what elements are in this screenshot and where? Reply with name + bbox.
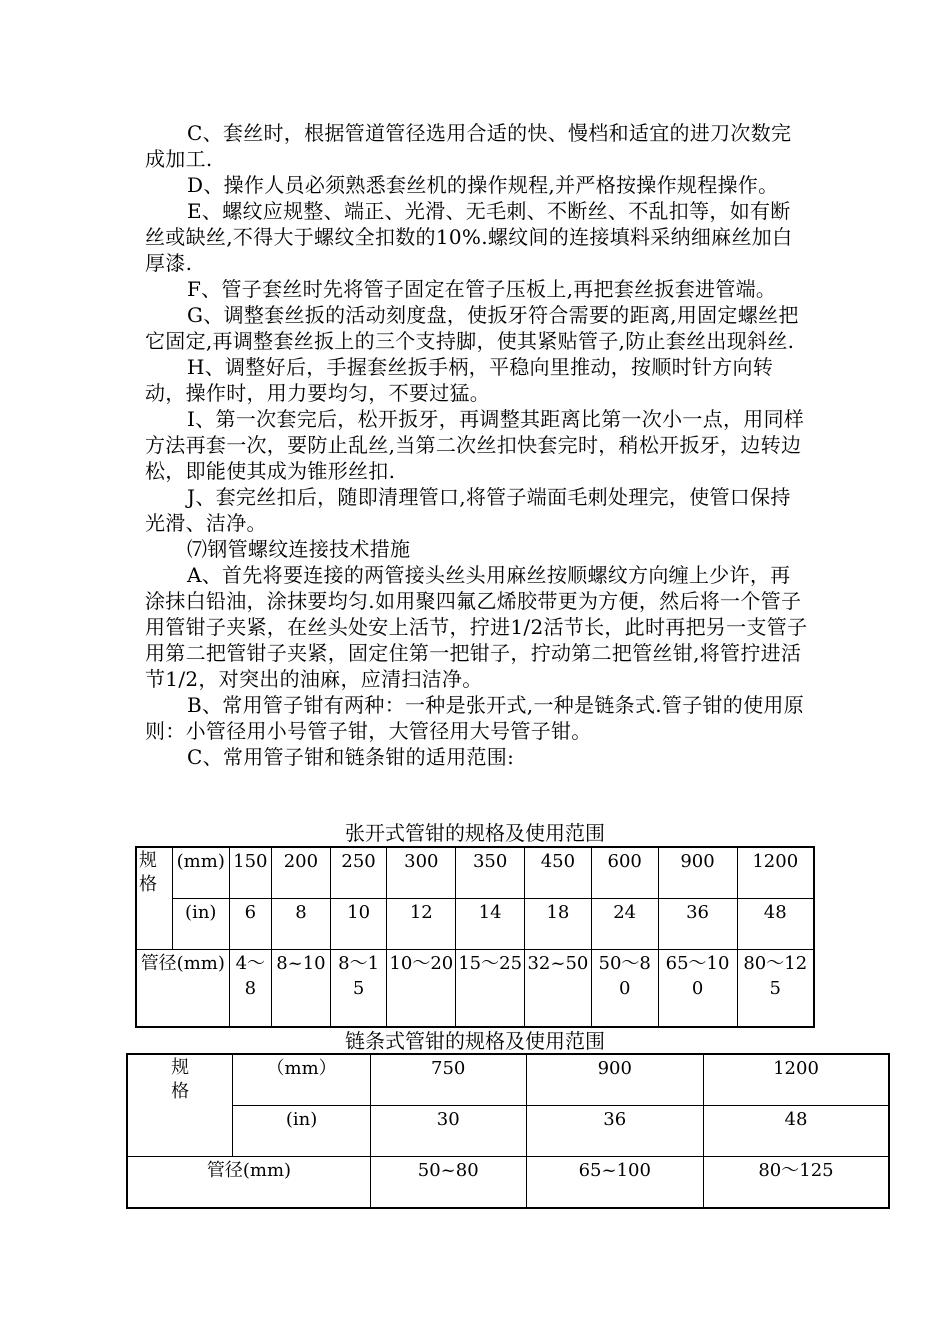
table-cell: 900 — [658, 847, 737, 899]
table-cell: 80～125 — [737, 950, 814, 1028]
paragraph-a: A、首先将要连接的两管接头丝头用麻丝按顺螺纹方向缠上少许，再涂抹白铅油，涂抹要均匀.如用聚四氟乙烯胶带更为方便，然后将一个管子用管钳子夹紧，在丝头处安上活节，拧进1/2活节长，此时再把另一支管子用第二把管钳子夹紧，固定住第一把钳子，拧动第二把管丝钳,将管拧进活节1/2，对突出的油麻，应清扫洁净。 — [145, 563, 808, 691]
diameter-label-cell: 管径(mm) — [136, 950, 229, 1028]
table-cell: 350 — [456, 847, 525, 899]
table-cell: 8~10 — [272, 950, 331, 1028]
table-cell: 200 — [272, 847, 331, 899]
in-label-cell: (in) — [233, 1106, 371, 1157]
table-cell: 12 — [387, 899, 456, 950]
paragraph-j: J、套完丝扣后，随即清理管口,将管子端面毛刺处理完，使管口保持光滑、洁净。 — [145, 485, 791, 535]
paragraph-h: H、调整好后，手握套丝扳手柄，平稳向里推动，按顺时针方向转动，操作时，用力要均匀，不要过猛。 — [145, 355, 774, 405]
paragraph-e: E、螺纹应规整、端正、光滑、无毛刺、不断丝、不乱扣等，如有断丝或缺丝,不得大于螺纹全扣数的10%.螺纹间的连接填料采纳细麻丝加白厚漆. — [145, 199, 793, 275]
table-cell: 10 — [330, 899, 387, 950]
in-label-cell: (in) — [172, 899, 229, 950]
table-cell: 1200 — [737, 847, 814, 899]
table-cell: 250 — [330, 847, 387, 899]
paragraph-f: F、管子套丝时先将管子固定在管子压板上,再把套丝扳套进管端。 — [187, 277, 777, 301]
table-cell: 48 — [737, 899, 814, 950]
paragraph-c: C、套丝时，根据管道管径选用合适的快、慢档和适宜的进刀次数完成加工. — [145, 121, 792, 171]
open-type-pipe-wrench-table — [135, 846, 815, 1028]
table-cell: 36 — [658, 899, 737, 950]
table-cell: 48 — [704, 1106, 890, 1157]
chain-pipe-wrench-table — [126, 1053, 890, 1209]
table-cell: 36 — [526, 1106, 704, 1157]
table2-title: 链条式管钳的规格及使用范围 — [345, 1029, 605, 1053]
table-cell: 50～80 — [591, 950, 658, 1028]
table-cell: 14 — [456, 899, 525, 950]
diameter-label-cell: 管径(mm) — [127, 1157, 370, 1209]
table-cell: 8～15 — [330, 950, 387, 1028]
paragraph-g: G、调整套丝扳的活动刻度盘，使扳牙符合需要的距离,用固定螺丝把它固定,再调整套丝扳上的三个支持脚，使其紧贴管子,防止套丝出现斜丝. — [145, 303, 799, 353]
table-cell: 32~50 — [525, 950, 592, 1028]
table-cell: 900 — [526, 1054, 704, 1106]
table-cell: 80～125 — [704, 1157, 890, 1209]
spec-header-cell: 规格 — [136, 847, 172, 950]
paragraph-i: I、第一次套完后，松开扳牙，再调整其距离比第一次小一点，用同样方法再套一次，要防止乱丝,当第二次丝扣快套完时，稍松开扳牙，边转边松，即能使其成为锥形丝扣. — [145, 407, 805, 483]
table1-title: 张开式管钳的规格及使用范围 — [345, 821, 605, 845]
spec-header-cell — [127, 1054, 233, 1157]
mm-label-cell: (mm) — [172, 847, 229, 899]
table-cell: 150 — [229, 847, 272, 899]
table-cell: 1200 — [704, 1054, 890, 1106]
table-cell: 65～100 — [658, 950, 737, 1028]
table-cell: 8 — [272, 899, 331, 950]
paragraph-c2: C、常用管子钳和链条钳的适用范围: — [187, 745, 515, 769]
table-cell: 450 — [525, 847, 592, 899]
document-body — [145, 120, 810, 770]
table-cell: 300 — [387, 847, 456, 899]
table-cell: 600 — [591, 847, 658, 899]
paragraph-b: B、常用管子钳有两种：一种是张开式,一种是链条式.管子钳的使用原则：小管径用小号管子钳，大管径用大号管子钳。 — [145, 693, 805, 743]
table-cell: 65~100 — [526, 1157, 704, 1209]
table-cell: 30 — [370, 1106, 526, 1157]
table-cell: 18 — [525, 899, 592, 950]
section-heading: ⑺钢管螺纹连接技术措施 — [187, 537, 411, 561]
table-cell: 50~80 — [370, 1157, 526, 1209]
mm-label-cell: （mm） — [233, 1054, 371, 1106]
spec-header-text: 规格 — [171, 1057, 190, 1102]
table-cell: 750 — [370, 1054, 526, 1106]
table-cell: 4～8 — [229, 950, 272, 1028]
table-cell: 10～20 — [387, 950, 456, 1028]
table-cell: 15～25 — [456, 950, 525, 1028]
table-cell: 24 — [591, 899, 658, 950]
paragraph-d: D、操作人员必须熟悉套丝机的操作规程,并严格按操作规程操作。 — [187, 173, 779, 197]
table-cell: 6 — [229, 899, 272, 950]
